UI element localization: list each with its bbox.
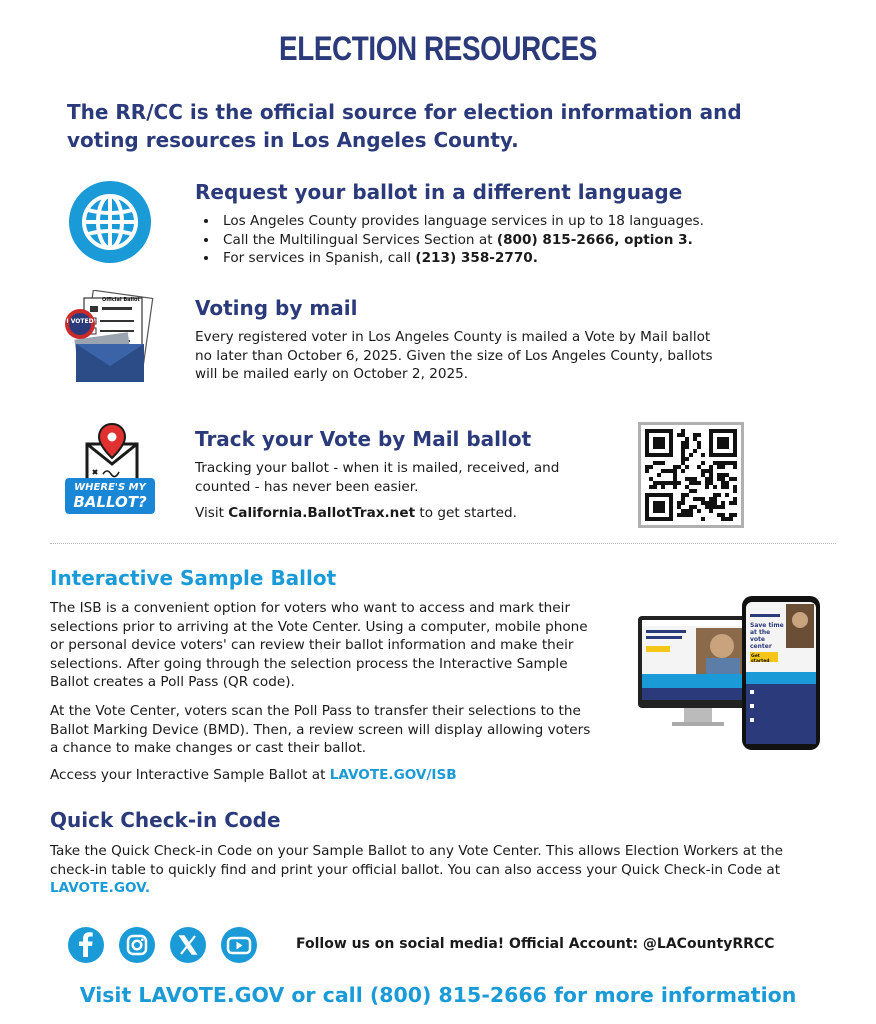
- badge-line1: WHERE'S MY: [74, 482, 146, 493]
- mail-heading: Voting by mail: [195, 296, 358, 320]
- facebook-icon[interactable]: [68, 927, 104, 963]
- globe-icon: [68, 180, 152, 264]
- isb-paragraph-1: The ISB is a convenient option for voters who want to access and mark their selections prior to arriving at the Vote Center. Using a computer, mobile phone or personal device voters' can review their ballot information and make their selections. After going through the selection process the Interactive Sample Ballot creates a Poll Pass (QR code).: [50, 600, 588, 690]
- mail-ballot-icon: [62, 290, 154, 384]
- qr-code-image: [641, 425, 741, 525]
- isb-devices-illustration: [636, 594, 826, 754]
- badge-line2: BALLOT?: [73, 493, 147, 511]
- social-text: Follow us on social media! Official Account: @LACountyRRCC: [296, 936, 775, 952]
- language-bullet: • Los Angeles County provides language services in up to 18 languages.: [219, 212, 795, 231]
- checkin-link[interactable]: LAVOTE.GOV.: [50, 880, 151, 896]
- wheres-my-ballot-icon: [63, 420, 157, 516]
- language-heading: Request your ballot in a different language: [195, 180, 683, 204]
- screen-button: Get started: [751, 654, 770, 664]
- x-icon[interactable]: [170, 927, 206, 963]
- checkin-heading: Quick Check-in Code: [50, 808, 281, 832]
- ballottrax-link[interactable]: California.BallotTrax.net: [228, 505, 416, 521]
- track-visit: Visit California.BallotTrax.net to get started.: [195, 505, 517, 521]
- track-heading: Track your Vote by Mail ballot: [195, 427, 532, 451]
- language-bullet: • Call the Multilingual Services Section at (800) 815-2666, option 3.: [219, 231, 795, 250]
- mail-text: Every registered voter in Los Angeles County is mailed a Vote by Mail ballot no later than October 6, 2025. Given the size of Los Angeles County, ballots will be mailed early on October 2, 2025.: [195, 329, 713, 382]
- isb-paragraph-2: At the Vote Center, voters scan the Poll Pass to transfer their selections to the Ballot Marking Device (BMD). Then, a review screen will display allowing voters a chance to make changes or cast their ballot.: [50, 703, 591, 756]
- language-list: [195, 212, 795, 268]
- isb-heading: Interactive Sample Ballot: [50, 566, 337, 590]
- checkin-text: Take the Quick Check-in Code on your Sample Ballot to any Vote Center. This allows Election Workers at the check-in table to quickly find and print your official ballot. You can also access your Quick Check-in Code at LAVOTE.GOV.: [50, 843, 783, 896]
- instagram-icon[interactable]: [119, 927, 155, 963]
- section-divider: [50, 543, 836, 544]
- isb-link[interactable]: LAVOTE.GOV/ISB: [329, 767, 457, 783]
- page-title: ELECTION RESOURCES: [279, 30, 597, 68]
- screen-headline: Save time at the vote center: [750, 622, 784, 650]
- official-ballot-label: Official Ballot: [102, 297, 140, 303]
- track-text: Tracking your ballot - when it is mailed, received, and counted - has never been easier.: [195, 460, 560, 495]
- isb-access: Access your Interactive Sample Ballot at LAVOTE.GOV/ISB: [50, 767, 457, 783]
- phone-number: (800) 815-2666, option 3.: [496, 231, 693, 248]
- youtube-icon[interactable]: [221, 927, 257, 963]
- intro-text: The RR/CC is the official source for election information and voting resources in Los Angeles County.: [67, 100, 742, 152]
- language-bullet: • For services in Spanish, call (213) 358-2770.: [219, 249, 795, 268]
- i-voted-sticker: I VOTED: [66, 318, 94, 325]
- footer-cta: Visit LAVOTE.GOV or call (800) 815-2666 for more information: [79, 983, 797, 1007]
- qr-code[interactable]: [638, 422, 744, 528]
- phone-number: (213) 358-2770.: [415, 250, 538, 266]
